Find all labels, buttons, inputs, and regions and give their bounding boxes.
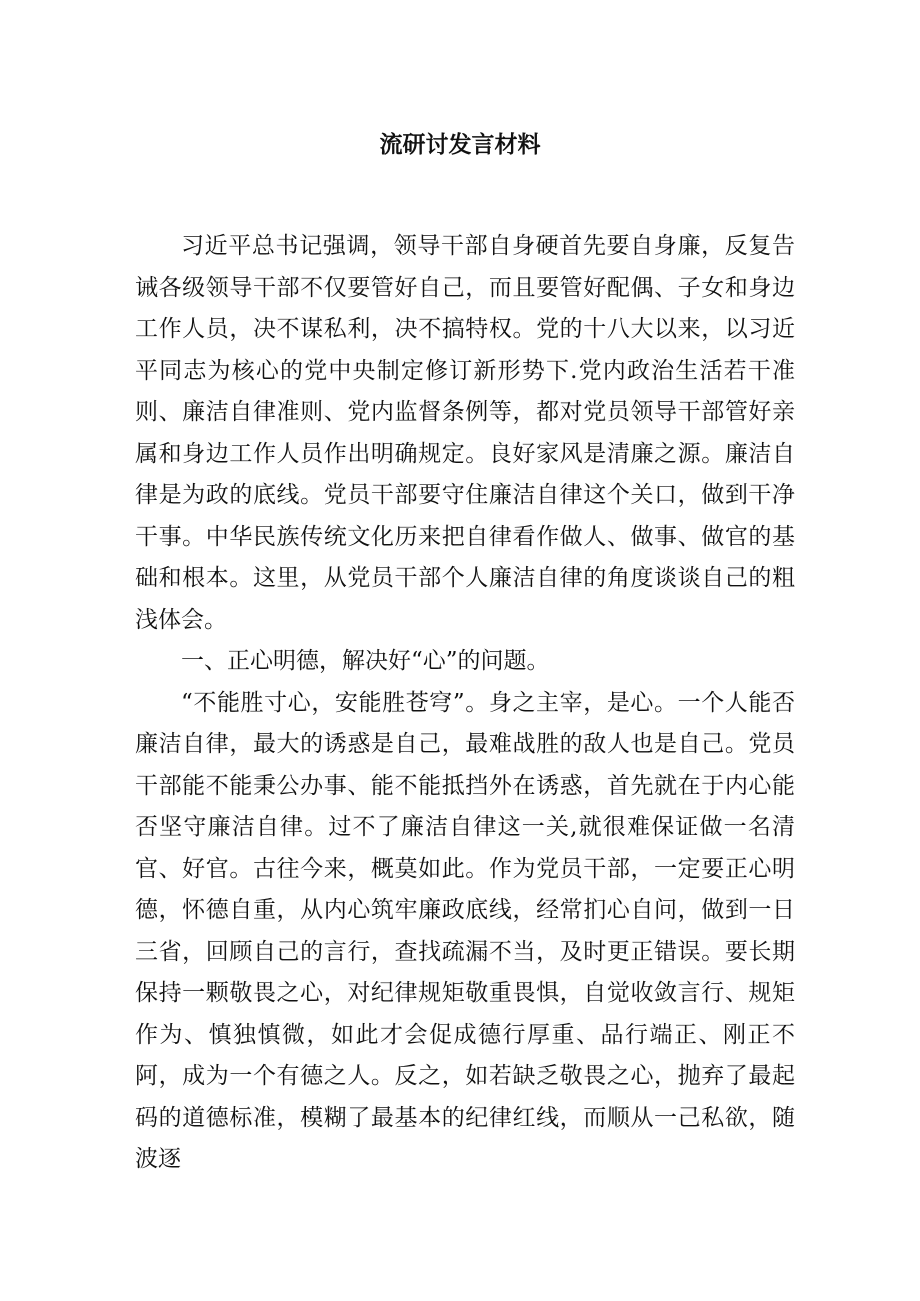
document-body: [135, 226, 795, 1181]
document-title: 流研讨发言材料: [379, 132, 541, 158]
intro-paragraph: 习近平总书记强调，领导干部自身硬首先要自身廉，反复告诫各级领导干部不仅要管好自己，而且要管好配偶、子女和身边工作人员，决不谋私利，决不搞特权。党的十八大以来，以习近平同志为核心的党中央制定修订新形势下.党内政治生活若干准则、廉洁自律准则、党内监督条例等，都对党员领导干部管好亲属和身边工作人员作出明确规定。良好家风是清廉之源。廉洁自律是为政的底线。党员干部要守住廉洁自律这个关口，做到干净干事。中华民族传统文化历来把自律看作做人、做事、做官的基础和根本。这里，从党员干部个人廉洁自律的角度谈谈自己的粗浅体会。: [135, 233, 795, 633]
section-heading: 一、正心明德，解决好“心”的问题。: [181, 648, 550, 674]
section-paragraph: “不能胜寸心，安能胜苍穹”。身之主宰，是心。一个人能否廉洁自律，最大的诱惑是自己，最难战胜的敌人也是自己。党员干部能不能秉公办事、能不能抵挡外在诱惑，首先就在于内心能否坚守廉洁自律。过不了廉洁自律这一关,就很难保证做一名清官、好官。古往今来，概莫如此。作为党员干部，一定要正心明德，怀德自重，从内心筑牢廉政底线，经常扪心自问，做到一日三省，回顾自己的言行，查找疏漏不当，及时更正错误。要长期保持一颗敬畏之心，对纪律规矩敬重畏惧，自觉收敛言行、规矩作为、慎独慎微，如此才会促成德行厚重、品行端正、刚正不阿，成为一个有德之人。反之，如若缺乏敬畏之心，抛弃了最起码的道德标准，模糊了最基本的纪律红线，而顺从一己私欲，随波逐: [135, 689, 795, 1172]
